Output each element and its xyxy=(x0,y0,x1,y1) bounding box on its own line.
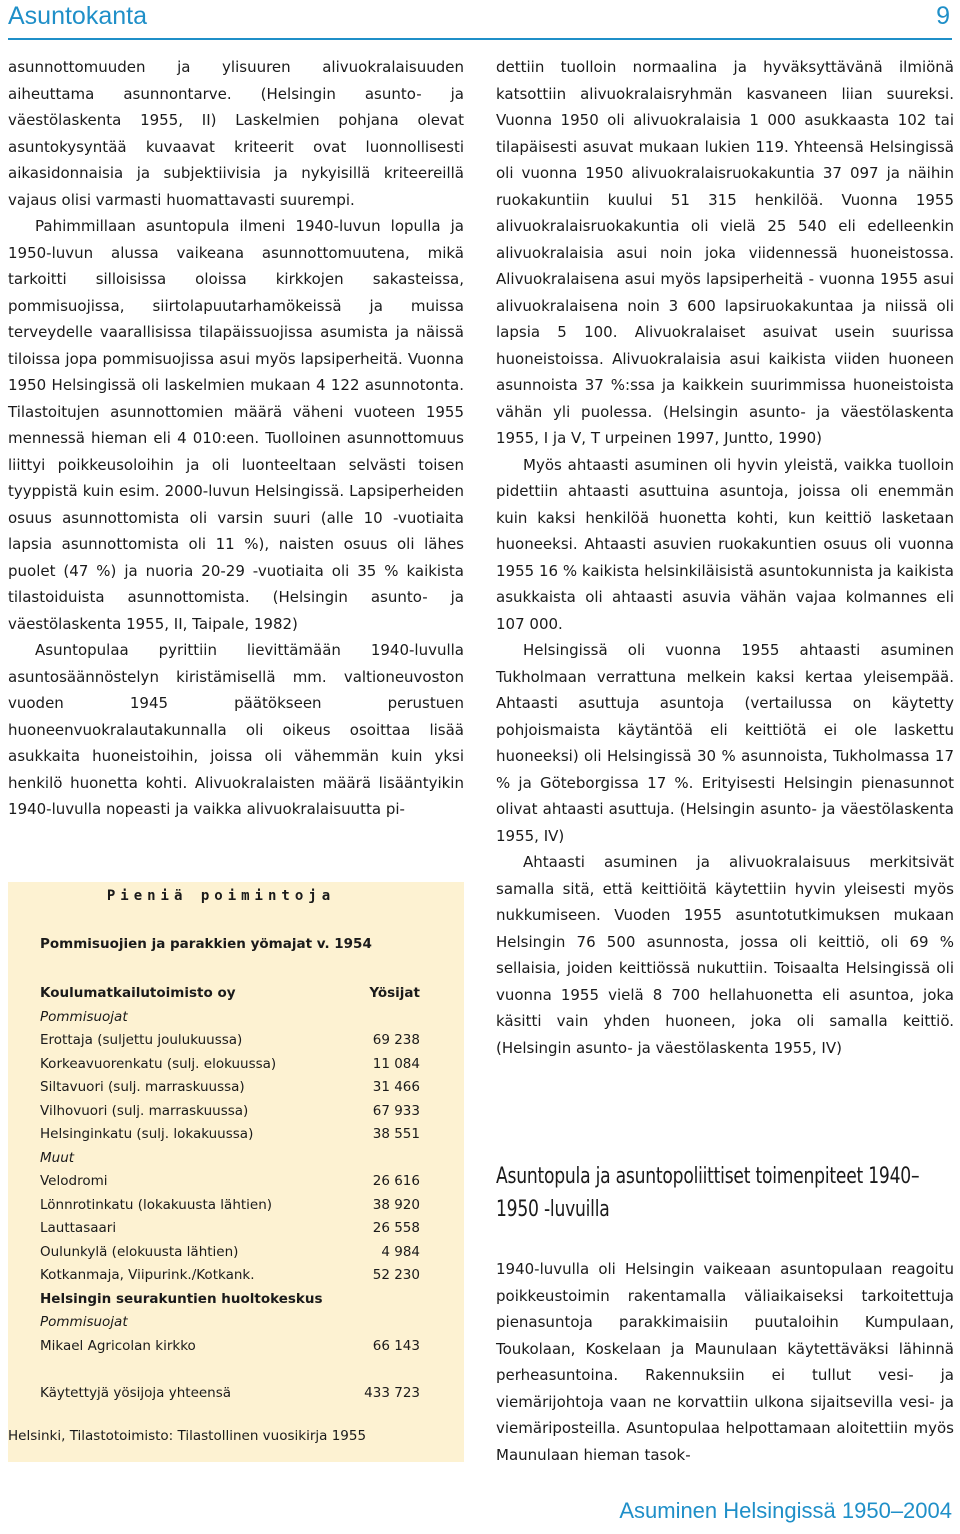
right-paragraph-2: Myös ahtaasti asuminen oli hyvin yleistä, vaikka tuolloin pidettiin ahtaasti asuttuina asuntoja, joissa oli enemmän kuin kaksi henkilöä huonetta kohti, kun keittiö lasketaan huoneeksi. Ahtaasti asuvien ruokakuntien osuus oli vuonna 1955 16 % kaikista helsinkiläisistä asuntokunnista ja kaikista asukkaista oli ahtaasti asuvia vähän vajaa kolmannes eli 107 000. xyxy=(496,455,954,633)
left-column xyxy=(8,54,464,823)
page-number: 9 xyxy=(936,2,950,30)
table-total-row xyxy=(40,1382,420,1406)
row-value: 11 084 xyxy=(372,1055,420,1072)
table-row xyxy=(40,1170,420,1194)
box-heading: Pommisuojien ja parakkien yömajat v. 1954 xyxy=(40,936,372,952)
left-paragraph-3: Asuntopulaa pyrittiin lievittämään 1940-luvulla asuntosäännöstelyn kiristämisellä mm. valtioneuvoston vuoden 1945 päätökseen perustuen huoneenvuokralautakunnalla oli oikeus osoittaa lisää asukkaita huoneistoihin, joissa oli vähemmän kuin yksi henkilö huonetta kohti. Alivuokralaisten määrä lisääntyikin 1940-luvulla nopeasti ja vaikka alivuokralaisuutta pi- xyxy=(8,641,464,818)
row-value: 26 558 xyxy=(372,1220,420,1236)
table-row xyxy=(40,1335,420,1359)
right-column-lower xyxy=(496,1256,954,1468)
table-row xyxy=(40,1029,420,1053)
row-label: Lönnrotinkatu (lokakuusta lähtien) xyxy=(40,1196,273,1213)
table-row xyxy=(40,1194,420,1218)
left-paragraph-1: asunnottomuuden ja ylisuuren alivuokralaisuuden aiheuttama asunnontarve. (Helsingin asunto- ja väestölaskenta 1955, II) Laskelmien pohjana olevat asuntokysyntää kuvaavat kriteerit ovat luonnollisesti aikasidonnaisia ja subjektiivisia ja nykyisillä kriteereillä vajaus olisi varmasti huomattavasti suurempi. xyxy=(8,58,464,209)
box-title: Pieniä poimintoja xyxy=(106,888,336,904)
row-label: Oulunkylä (elokuusta lähtien) xyxy=(40,1243,239,1260)
table-row xyxy=(40,1217,420,1241)
row-value xyxy=(360,1311,420,1335)
table-row xyxy=(40,1147,420,1171)
section-subheading: Asuntopula ja asuntopoliittiset toimenpiteet 1940–1950 -luvuilla xyxy=(496,1164,920,1222)
table-row xyxy=(40,1241,420,1265)
column-header-place: Koulumatkailutoimisto oy xyxy=(40,985,236,1001)
header-divider xyxy=(8,38,952,40)
row-value: 38 551 xyxy=(372,1126,420,1142)
row-value: 38 920 xyxy=(372,1196,420,1213)
right-paragraph-1: dettiin tuolloin normaalina ja hyväksyttävänä ilmiönä katsottiin alivuokralaisryhmän kasvaneen liian suureksi. Vuonna 1950 oli alivuokralaisia 1 000 asukkaasta 102 tai tilapäisesti asuvat mukaan lukien 119. Yhteensä Helsingissä oli vuonna 1950 alivuokralaisruokakuntia 37 097 ja näihin ruokakuntiin kuului 51 315 henkilöä. Vuonna 1955 alivuokralaisruokakuntia oli vielä 25 540 eli edelleenkin alivuokralaisia asui noin joka viidennessä huoneistossa. Alivuokralaisena asui myös lapsiperheitä - vuonna 1955 asui alivuokralaisena noin 3 600 lapsiruokakuntaa ja niissä oli lapsia 5 100. Alivuokralaiset asuivat usein suurissa huoneistoissa. Alivuokralaisia asui kaikista viiden huoneen asunnoista 37 %:ssa ja kaikkein suurimmissa huoneistoista vähän yli puolessa. (Helsingin asunto- ja väestölaskenta 1955, I ja V, T urpeinen 1997, Juntto, 1990) xyxy=(496,58,954,447)
right-paragraph-3: Helsingissä oli vuonna 1955 ahtaasti asuminen Tukholmaan verrattuna melkein kaksi kertaa yleisempää. Ahtaasti asuttuja asuntoja (vertailussa on käytetty pohjoismaista käytäntöä eli keittiötä ei ole laskettu huoneeksi) oli Helsingissä 30 % asunnoista, Tukholmassa 17 % ja Göteborgissa 17 %. Erityisesti Helsingin pienasunnot olivat ahtaasti asuttuja. (Helsingin asunto- ja väestölaskenta 1955, IV) xyxy=(496,641,954,845)
section-title: Asuntokanta xyxy=(8,2,147,30)
row-label: Mikael Agricolan kirkko xyxy=(40,1337,196,1354)
right-column xyxy=(496,54,954,1061)
row-label: Siltavuori (sulj. marraskuussa) xyxy=(40,1079,245,1095)
row-label: Erottaja (suljettu joulukuussa) xyxy=(40,1032,243,1048)
column-header-nights: Yösijat xyxy=(369,985,420,1001)
publication-footer: Asuminen Helsingissä 1950–2004 xyxy=(619,1498,952,1523)
row-value xyxy=(360,1288,420,1312)
row-label: Helsingin seurakuntien huoltokeskus xyxy=(40,1290,323,1307)
table-row xyxy=(40,1053,420,1077)
row-value: 67 933 xyxy=(372,1102,420,1119)
table-row xyxy=(40,1288,420,1312)
row-value: 26 616 xyxy=(372,1173,420,1189)
row-label: Lauttasaari xyxy=(40,1220,117,1236)
total-label: Käytettyjä yösijoja yhteensä xyxy=(40,1384,232,1401)
row-label: Helsinginkatu (sulj. lokakuussa) xyxy=(40,1126,254,1142)
table-body xyxy=(40,1006,420,1359)
table-row xyxy=(40,1311,420,1335)
row-value: 52 230 xyxy=(372,1267,420,1283)
row-label: Muut xyxy=(40,1149,75,1166)
sidebar-box xyxy=(8,882,464,1462)
right-paragraph-5: 1940-luvulla oli Helsingin vaikeaan asuntopulaan reagoitu poikkeustoimin rakentamalla väliaikaiseksi tarkoitettuja pienasuntoja parakkimaisiin puutaloihin Kumpulaan, Toukolaan, Koskelaan ja Maunulaan käytettäväksi lähinnä perheasuntoina. Rakennuksiin ei tullut vesi- ja viemärijohtoja vaan ne korvattiin ulkona sijaitsevilla vesi- ja viemäriposteilla. Asuntopulaa helpottamaan aloitettiin myös Maunulaan hieman tasok- xyxy=(496,1260,954,1464)
left-paragraph-2: Pahimmillaan asuntopula ilmeni 1940-luvun lopulla ja 1950-luvun alussa vaikeana asunnottomuutena, mikä tarkoitti silloisissa oloissa kirkkojen sakasteissa, pommisuojissa, siirtolapuutarhamökeissä ja muissa terveydelle vaarallisissa tilapäissuojissa asumista ja näissä tiloissa jopa pommisuojissa asui myös lapsiperheitä. Vuonna 1950 Helsingissä oli laskelmien mukaan 4 122 asunnotonta. Tilastoitujen asunnottomien määrä väheni vuoteen 1955 mennessä hieman eli 4 010:een. Tuolloinen asunnottomuus liittyi poikkeusoloihin ja oli luonteeltaan selvästi toisen tyyppistä kuin esim. 2000-luvun Helsingissä. Lapsiperheiden osuus asunnottomista oli varsin suuri (alle 10 -vuotiaita lapsia asunnottomista oli 11 %), naisten osuus oli lähes puolet (47 %) ja nuoria 20-29 -vuotiaita oli 35 % kaikista tilastoiduista asunnottomista. (Helsingin asunto- ja väestölaskenta 1955, II, Taipale, 1982) xyxy=(8,217,464,633)
box-source: Helsinki, Tilastotoimisto: Tilastollinen vuosikirja 1955 xyxy=(8,1427,367,1444)
right-paragraph-4: Ahtaasti asuminen ja alivuokralaisuus merkitsivät samalla sitä, että keittiöitä käytettiin hyvin yleisesti myös nukkumiseen. Vuoden 1955 asuntotutkimuksen mukaan Helsingin 76 500 asunnosta, jossa oli keittiö, oli 69 % sellaisia, joiden keittiössä nukuttiin. Toisaalta Helsingissä oli vuonna 1955 vielä 8 700 hellahuonetta eli asuntoa, joka käsitti vain yhden huoneen, joka oli samalla keittiö. (Helsingin asunto- ja väestölaskenta 1955, IV) xyxy=(496,853,954,1057)
row-value xyxy=(360,1147,420,1171)
row-value: 4 984 xyxy=(381,1243,420,1260)
row-label: Kotkanmaja, Viipurink./Kotkank. xyxy=(40,1267,255,1283)
table-row xyxy=(40,1264,420,1288)
row-label: Pommisuojat xyxy=(40,1008,128,1025)
row-value: 69 238 xyxy=(372,1032,420,1048)
row-value xyxy=(360,1006,420,1030)
row-value: 66 143 xyxy=(372,1337,420,1354)
row-label: Korkeavuorenkatu (sulj. elokuussa) xyxy=(40,1055,277,1072)
total-value: 433 723 xyxy=(364,1384,420,1401)
table-header-row xyxy=(40,982,420,1006)
table-row xyxy=(40,1123,420,1147)
row-value: 31 466 xyxy=(372,1079,420,1095)
row-label: Vilhovuori (sulj. marraskuussa) xyxy=(40,1102,249,1119)
row-label: Pommisuojat xyxy=(40,1314,128,1330)
table-row xyxy=(40,1006,420,1030)
shelter-table xyxy=(8,982,420,1448)
table-row xyxy=(40,1100,420,1124)
table-row xyxy=(40,1076,420,1100)
row-label: Velodromi xyxy=(40,1173,108,1189)
